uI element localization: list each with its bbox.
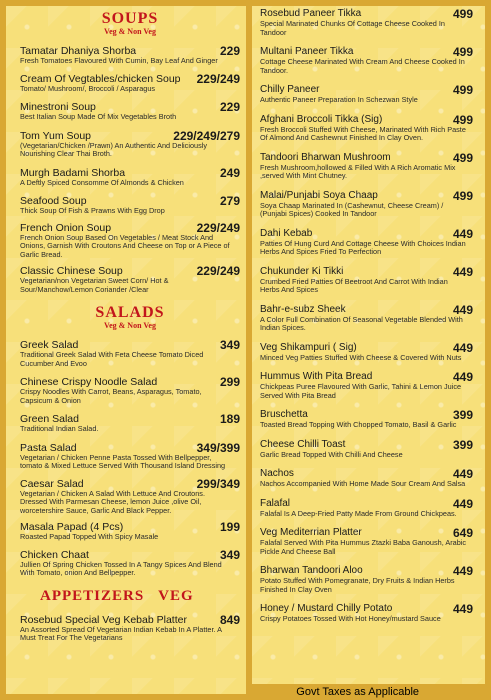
menu-item-price: 499 (452, 112, 473, 127)
menu-item-name: Chilly Paneer (260, 84, 320, 95)
appetizers-section (20, 588, 240, 643)
menu-item-price: 229/249/279 (173, 128, 240, 143)
menu-item-description: Vegetarian/non Vegetarian Sweet Corn/ Hot & Sour/Manchow/Lemon Coriander /Clear (20, 276, 169, 294)
menu-item-name: Bharwan Tandoori Aloo (260, 565, 363, 576)
menu-item (20, 521, 240, 542)
menu-item (260, 439, 473, 460)
menu-item-name: Seafood Soup (20, 195, 87, 207)
menu-item-name: Caesar Salad (20, 477, 84, 490)
menu-item-name: Greek Salad (20, 339, 79, 351)
menu-item-price: 449 (452, 370, 473, 384)
menu-item-price: 349 (219, 338, 240, 352)
menu-item-description: Falafal Served With Pita Hummus Ztazki Baba Ganoush, Arabic Pickle And Cheese Ball (260, 538, 467, 556)
menu-item-description: Soya Chaap Marinated In (Cashewnut, Cheese Cream) / (Punjabi Spices) Cooked In Tandoor (260, 200, 444, 218)
menu-item (20, 101, 240, 122)
menu-item (260, 527, 473, 556)
menu-item-description: Patties Of Hung Curd And Cottage Cheese With Choices Indian Herbs And Spices Fried To Perfection (260, 238, 466, 256)
right-column (252, 6, 485, 694)
appetizers-right-list (260, 8, 473, 624)
menu-item (260, 342, 473, 363)
menu-item (20, 442, 240, 471)
menu-item (20, 195, 240, 216)
menu-item-name: Green Salad (20, 413, 79, 425)
menu-item-description: Potato Stuffed With Pomegranate, Dry Fruits & Indian Herbs Finished In Clay Oven (260, 576, 455, 594)
menu-item-description: Crispy Potatoes Tossed With Hot Honey/mustard Sauce (260, 614, 441, 623)
menu-item-description: Traditional Indian Salad. (20, 424, 99, 433)
menu-item-name: Minestroni Soup (20, 101, 96, 113)
menu-item-description: Chickpeas Puree Flavoured With Garlic, Tahini & Lemon Juice Served With Pita Bread (260, 382, 462, 400)
menu-item-description: Falafal Is A Deep-Fried Patty Made From Ground Chickpeas. (260, 508, 457, 518)
menu-item (260, 371, 473, 400)
menu-item-name: French Onion Soup (20, 221, 112, 234)
appetizers-left-list (20, 614, 240, 643)
menu-item-description: Special Marinated Chunks Of Cottage Cheese Cooked In Tandoor (260, 19, 445, 37)
menu-item-price: 229 (219, 44, 240, 58)
menu-item-price: 449 (452, 602, 473, 616)
menu-item-price: 229/249 (196, 71, 240, 86)
menu-item-name: Veg Shikampuri ( Sig) (260, 341, 357, 353)
menu-item-price: 499 (452, 188, 473, 203)
menu-item-description: A Color Full Combination Of Seasonal Vegetable Blended With Indian Spices. (260, 314, 463, 332)
menu-item (260, 46, 473, 75)
menu-item-name: Veg Mediterrian Platter (260, 527, 362, 538)
menu-item-price: 229/249 (196, 264, 240, 278)
menu-item-name: Malai/Punjabi Soya Chaap (260, 189, 378, 201)
menu-item-description: Best Italian Soup Made Of Mix Vegetables Broth (20, 112, 177, 121)
menu-item (260, 8, 473, 37)
menu-item-description: Tomato/ Mushroom/, Broccoli / Asparagus (20, 83, 156, 93)
menu-item (260, 409, 473, 430)
menu-item-name: Murgh Badami Shorba (20, 166, 126, 179)
menu-item-price: 449 (452, 264, 473, 279)
menu-item-price: 499 (452, 83, 473, 97)
menu-item-price: 399 (452, 437, 473, 452)
menu-item-description: Roasted Papad Topped With Spicy Masale (20, 532, 159, 541)
menu-item-price: 279 (219, 194, 240, 208)
menu-item-description: Garlic Bread Topped With Chilli And Cheese (260, 449, 403, 459)
menu-item-price: 229 (219, 100, 240, 114)
govt-taxes-note: Govt Taxes as Applicable (296, 686, 419, 698)
menu-item (20, 265, 240, 294)
menu-item-description: Jullien Of Spring Chicken Tossed In A Tangy Spices And Blend With Tomato, onion And Bellpepper. (20, 559, 222, 577)
menu-item-name: Chukunder Ki Tikki (260, 265, 344, 277)
menu-item (20, 549, 240, 578)
menu-item-description: Toasted Bread Topping With Chopped Tomato, Basil & Garlic (260, 420, 457, 429)
menu-item (20, 614, 240, 643)
menu-item (20, 130, 240, 159)
menu-item-description: Thick Soup Of Fish & Prawns With Egg Drop (20, 206, 165, 215)
menu-item-name: Tom Yum Soup (20, 129, 92, 142)
appetizers-title: APPETIZERS VEG (40, 587, 194, 604)
menu-item-name: Afghani Broccoli Tikka (Sig) (260, 113, 383, 125)
soups-list (20, 45, 240, 294)
menu-item-price: 849 (219, 612, 240, 627)
menu-item-price: 349/399 (196, 440, 240, 455)
menu-item (20, 478, 240, 516)
menu-item-name: Masala Papad (4 Pcs) (20, 521, 124, 533)
menu-item (20, 167, 240, 188)
soups-section (20, 10, 240, 294)
menu-item (20, 339, 240, 368)
menu-item (260, 84, 473, 105)
menu-item-name: Chicken Chaat (20, 548, 89, 561)
menu-item-name: Hummus With Pita Bread (260, 371, 373, 382)
menu-item-name: Bruschetta (260, 409, 308, 420)
menu-item-description: Authentic Paneer Preparation In Schezwan Style (260, 95, 418, 104)
menu-item-name: Multani Paneer Tikka (260, 46, 354, 57)
menu-item (260, 114, 473, 143)
menu-item-description: Vegetarian / Chicken Penne Pasta Tossed With Bellpepper, tomato & Mixed Lettuce Served With Thousand Island Dressing (20, 452, 226, 470)
menu-item-description: Vegetarian / Chicken A Salad With Lettuce And Croutons. Dressed With Parmesan Cheese, lemon Juice ,olive Oil, worcetershire Sauce, Garlic And Black Pepper. (20, 488, 205, 515)
menu-item-name: Cheese Chilli Toast (260, 438, 346, 450)
salads-title: SALADS (95, 304, 165, 321)
salads-subtitle: Veg & Non Veg (104, 321, 156, 330)
menu-item-price: 299/349 (196, 476, 240, 491)
menu-item-price: 299 (219, 375, 240, 389)
menu-item-name: Rosebud Special Veg Kebab Platter (20, 613, 187, 626)
menu-item-price: 229/249 (196, 220, 240, 235)
menu-item-description: Crumbed Fried Patties Of Beetroot And Carrot With Indian Herbs And Spices (260, 276, 448, 294)
menu-item-name: Cream Of Vegtables/chicken Soup (20, 72, 181, 85)
menu-item-price: 199 (219, 520, 240, 534)
menu-item-description: An Assorted Spread Of Vegetarian Indian Kebab In A Platter. A Must Treat For The Vegetarians (20, 624, 222, 642)
menu-item-name: Tamatar Dhaniya Shorba (20, 45, 137, 57)
menu-item-price: 449 (452, 302, 473, 317)
left-column (6, 6, 246, 694)
menu-item-name: Classic Chinese Soup (20, 265, 123, 277)
menu-item-description: Cottage Cheese Marinated With Cream And Cheese Cooked In Tandoor. (260, 57, 465, 75)
menu-item (20, 376, 240, 405)
menu-item-name: Honey / Mustard Chilly Potato (260, 603, 393, 614)
menu-item-price: 349 (219, 547, 240, 562)
menu-item-price: 649 (452, 526, 473, 540)
menu-item-description: Fresh Mushroom,hollowed & Filled With A Rich Aromatic Mix ,served With Mint Chutney. (260, 162, 456, 180)
menu-item-name: Pasta Salad (20, 441, 77, 454)
menu-item-price: 499 (452, 45, 473, 59)
menu-item (20, 73, 240, 94)
menu-item (20, 45, 240, 66)
menu-item-name: Bahr-e-subz Sheek (260, 303, 346, 315)
salads-list (20, 339, 240, 578)
menu-item (260, 304, 473, 333)
soups-title: SOUPS (101, 10, 159, 27)
menu-item-description: Nachos Accompanied With Home Made Sour Cream And Salsa (260, 479, 466, 488)
menu-item-description: Fresh Broccoli Stuffed With Cheese, Marinated With Rich Paste Of Almond And Cashewnut Finished In Clay Oven. (260, 124, 466, 142)
menu-item-price: 399 (452, 408, 473, 422)
menu-item-description: A Deftly Spiced Consomme Of Almonds & Chicken (20, 177, 184, 187)
soups-subtitle: Veg & Non Veg (104, 27, 156, 36)
menu-item-name: Falafal (260, 497, 291, 509)
salads-section (20, 304, 240, 578)
menu-item-price: 189 (219, 412, 240, 426)
menu-item-description: Minced Veg Patties Stuffed With Cheese & Covered With Nuts (260, 352, 462, 362)
menu-item-description: Crispy Noodles With Carrot, Beans, Asparagus, Tomato, Capsicum & Onion (20, 387, 202, 405)
menu-item-description: French Onion Soup Based On Vegetables / Meat Stock And Onions, Garnish With Croutons And Cheese on Top or A Piece of Garlic Bread. (20, 232, 230, 259)
menu-item (20, 222, 240, 260)
menu-item-price: 449 (452, 467, 473, 481)
menu-item (260, 266, 473, 295)
menu-item-price: 449 (452, 496, 473, 511)
menu-item-price: 499 (452, 7, 473, 21)
menu-item (260, 498, 473, 519)
menu-item (260, 603, 473, 624)
menu-item (20, 413, 240, 434)
menu-item-description: (Vegetarian/Chicken /Prawn) An Authentic And Deliciously Nourishing Clear Thai Broth. (20, 140, 207, 158)
menu-item-description: Fresh Tomatoes Flavoured With Cumin, Bay Leaf And Ginger (20, 56, 218, 65)
menu-item-name: Rosebud Paneer Tikka (260, 8, 362, 19)
menu-item-description: Traditional Greek Salad With Feta Cheese Tomato Diced Cucumber And Evoo (20, 350, 204, 368)
menu-item (260, 468, 473, 489)
menu-item (260, 565, 473, 594)
menu-item-name: Nachos (260, 468, 294, 479)
menu-item (260, 190, 473, 219)
menu-item-name: Tandoori Bharwan Mushroom (260, 151, 391, 163)
menu-item-price: 249 (219, 165, 240, 180)
menu-item-name: Dahi Kebab (260, 227, 313, 239)
menu-item (260, 228, 473, 257)
menu-item-price: 449 (452, 226, 473, 241)
menu-item-price: 449 (452, 340, 473, 355)
menu-item (260, 152, 473, 181)
menu-item-price: 449 (452, 564, 473, 578)
menu-item-price: 499 (452, 150, 473, 165)
menu-item-name: Chinese Crispy Noodle Salad (20, 376, 158, 388)
